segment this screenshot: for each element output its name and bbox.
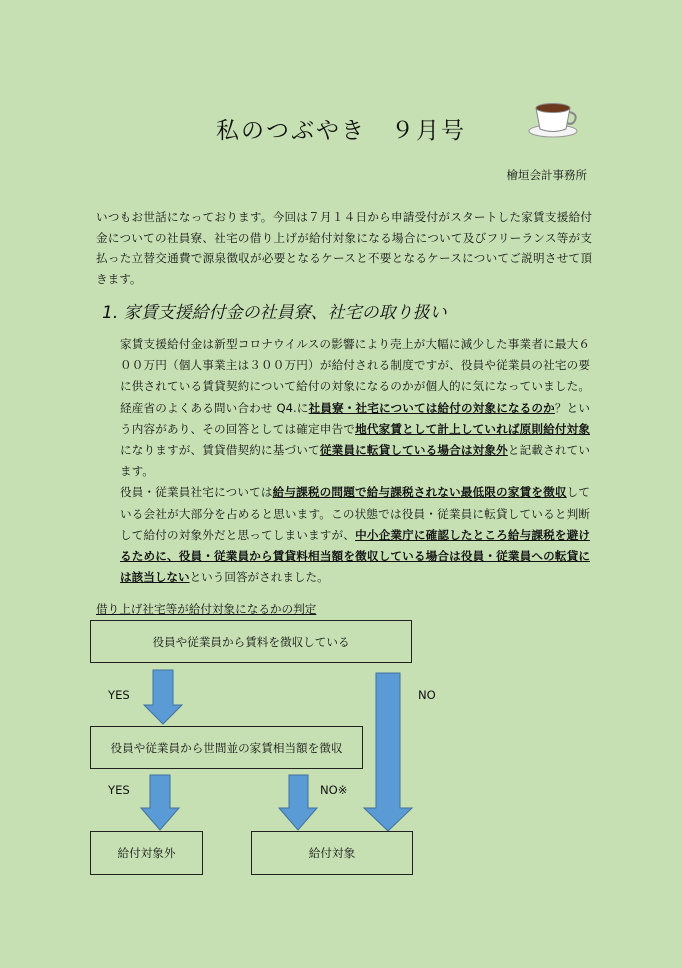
no-label-1: NO bbox=[418, 688, 436, 702]
arrow-no-1 bbox=[364, 673, 412, 831]
page-title: 私のつぶやき ９月号 bbox=[216, 118, 466, 144]
no-label-2: NO※ bbox=[320, 783, 348, 797]
flow-box-market-rent: 役員や従業員から世間並の家賃相当額を徴収 bbox=[90, 726, 363, 769]
organization-name: 檜垣会計事務所 bbox=[506, 168, 587, 182]
flowchart-label: 借り上げ社宅等が給付対象になるかの判定 bbox=[96, 602, 317, 616]
yes-label-2: YES bbox=[108, 783, 130, 797]
yes-label-1: YES bbox=[108, 688, 130, 702]
arrow-yes-2 bbox=[141, 775, 179, 830]
body-paragraph-1: 家賃支援給付金は新型コロナウイルスの影響により売上が大幅に減少した事業者に最大６００万円（個人事業主は３００万円）が給付される制度ですが、役員や従業員の社宅の要に供されている賃貸契約について給付の対象になるのかが個人的に気になっていました。経産省のよくある問い合わせ Q4.に社員寮・社宅については給付の対象になるのか？という内容があり、その回答としては確定申告で地代家賃として計上していれば原則給付対象になりますが、賃貸借契約に基づいて従業員に転貸している場合は対象外と記載されています。 bbox=[120, 337, 590, 479]
section-heading: 1. 家賃支援給付金の社員寮、社宅の取り扱い bbox=[102, 303, 447, 323]
intro-text: いつもお世話になっております。今回は７月１４日から申請受付がスタートした家賃支援給付金についての社員寮、社宅の借り上げが給付対象になる場合について及びフリーランス等が支払った立替交通費で源泉徴収が必要となるケースと不要となるケースについてご説明させて頂きます。 bbox=[96, 210, 592, 286]
flow-box-not-eligible: 給付対象外 bbox=[90, 831, 203, 875]
body-paragraph-2: 役員・従業員社宅については給与課税の問題で給与課税されない最低限の家賃を徴収している会社が大部分を占めると思います。この状態では役員・従業員に転貸していると判断して給付の対象外だと思ってしまいますが、中小企業庁に確認したところ給与課税を避けるために、役員・従業員から賃貸料相当額を徴収している場合は役員・従業員への転貸には該当しないという回答がされました。 bbox=[120, 485, 590, 585]
flow-box-eligible: 給付対象 bbox=[251, 831, 413, 875]
arrow-yes-1 bbox=[144, 670, 182, 724]
flow-box-collect-rent: 役員や従業員から賃料を徴収している bbox=[90, 620, 412, 663]
arrow-no-2 bbox=[279, 775, 317, 830]
